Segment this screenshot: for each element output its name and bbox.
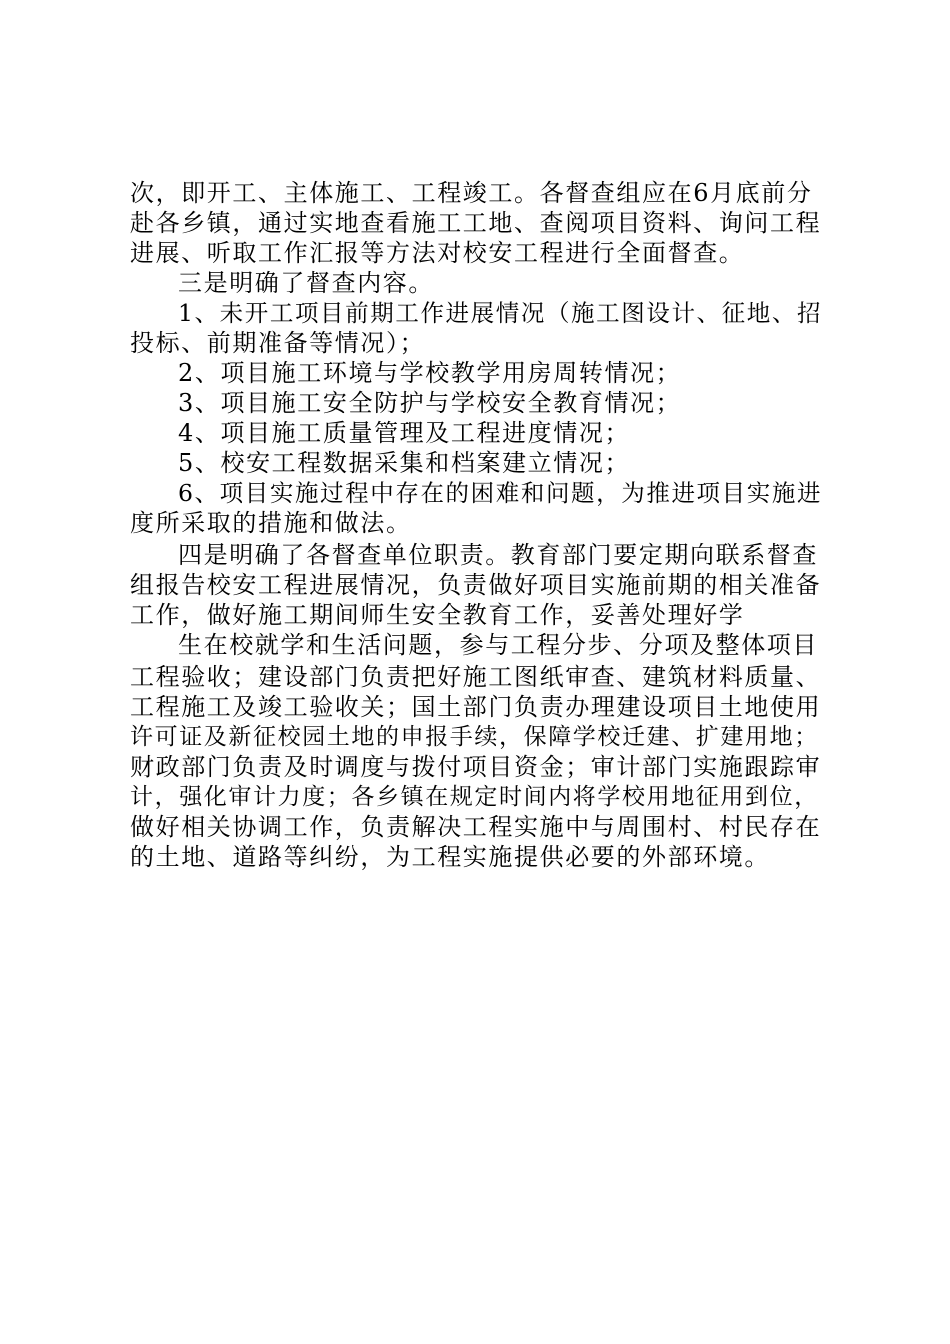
text-line: 工程验收；建设部门负责把好施工图纸审查、建筑材料质量、	[130, 663, 822, 691]
section-heading: 三是明确了督查内容。	[178, 269, 434, 297]
list-item: 3、项目施工安全防护与学校安全教育情况；	[178, 389, 682, 417]
text-line: 次，即开工、主体施工、工程竣工。各督查组应在6月底前分	[130, 179, 813, 207]
list-item: 6、项目实施过程中存在的困难和问题，为推进项目实施进	[178, 479, 823, 507]
text-line: 的土地、道路等纠纷，为工程实施提供必要的外部环境。	[130, 843, 770, 871]
text-line: 投标、前期准备等情况）；	[130, 329, 426, 357]
text-line: 赴各乡镇，通过实地查看施工工地、查阅项目资料、询问工程	[130, 209, 822, 237]
list-item: 2、项目施工环境与学校教学用房周转情况；	[178, 359, 682, 387]
text-line: 度所采取的措施和做法。	[130, 509, 412, 537]
text-line: 计，强化审计力度；各乡镇在规定时间内将学校用地征用到位，	[130, 784, 819, 810]
text-line: 组报告校安工程进展情况，负责做好项目实施前期的相关准备	[130, 571, 822, 599]
text-line: 进展、听取工作汇报等方法对校安工程进行全面督查。	[130, 239, 745, 267]
text-line: 工作，做好施工期间师生安全教育工作，妥善处理好学	[130, 601, 745, 629]
text-line: 做好相关协调工作，负责解决工程实施中与周围村、村民存在	[130, 813, 822, 841]
section-heading: 四是明确了各督查单位职责。教育部门要定期向联系督查	[178, 541, 818, 569]
text-line: 工程施工及竣工验收关；国土部门负责办理建设项目土地使用	[130, 693, 822, 721]
text-line: 财政部门负责及时调度与拨付项目资金；审计部门实施跟踪审	[130, 753, 822, 781]
text-line: 生在校就学和生活问题，参与工程分步、分项及整体项目	[178, 631, 818, 659]
list-item: 1、未开工项目前期工作进展情况（施工图设计、征地、招	[178, 299, 823, 327]
text-line: 许可证及新征校园土地的申报手续，保障学校迁建、扩建用地；	[130, 724, 819, 750]
list-item: 4、项目施工质量管理及工程进度情况；	[178, 419, 631, 447]
list-item: 5、校安工程数据采集和档案建立情况；	[178, 449, 631, 477]
